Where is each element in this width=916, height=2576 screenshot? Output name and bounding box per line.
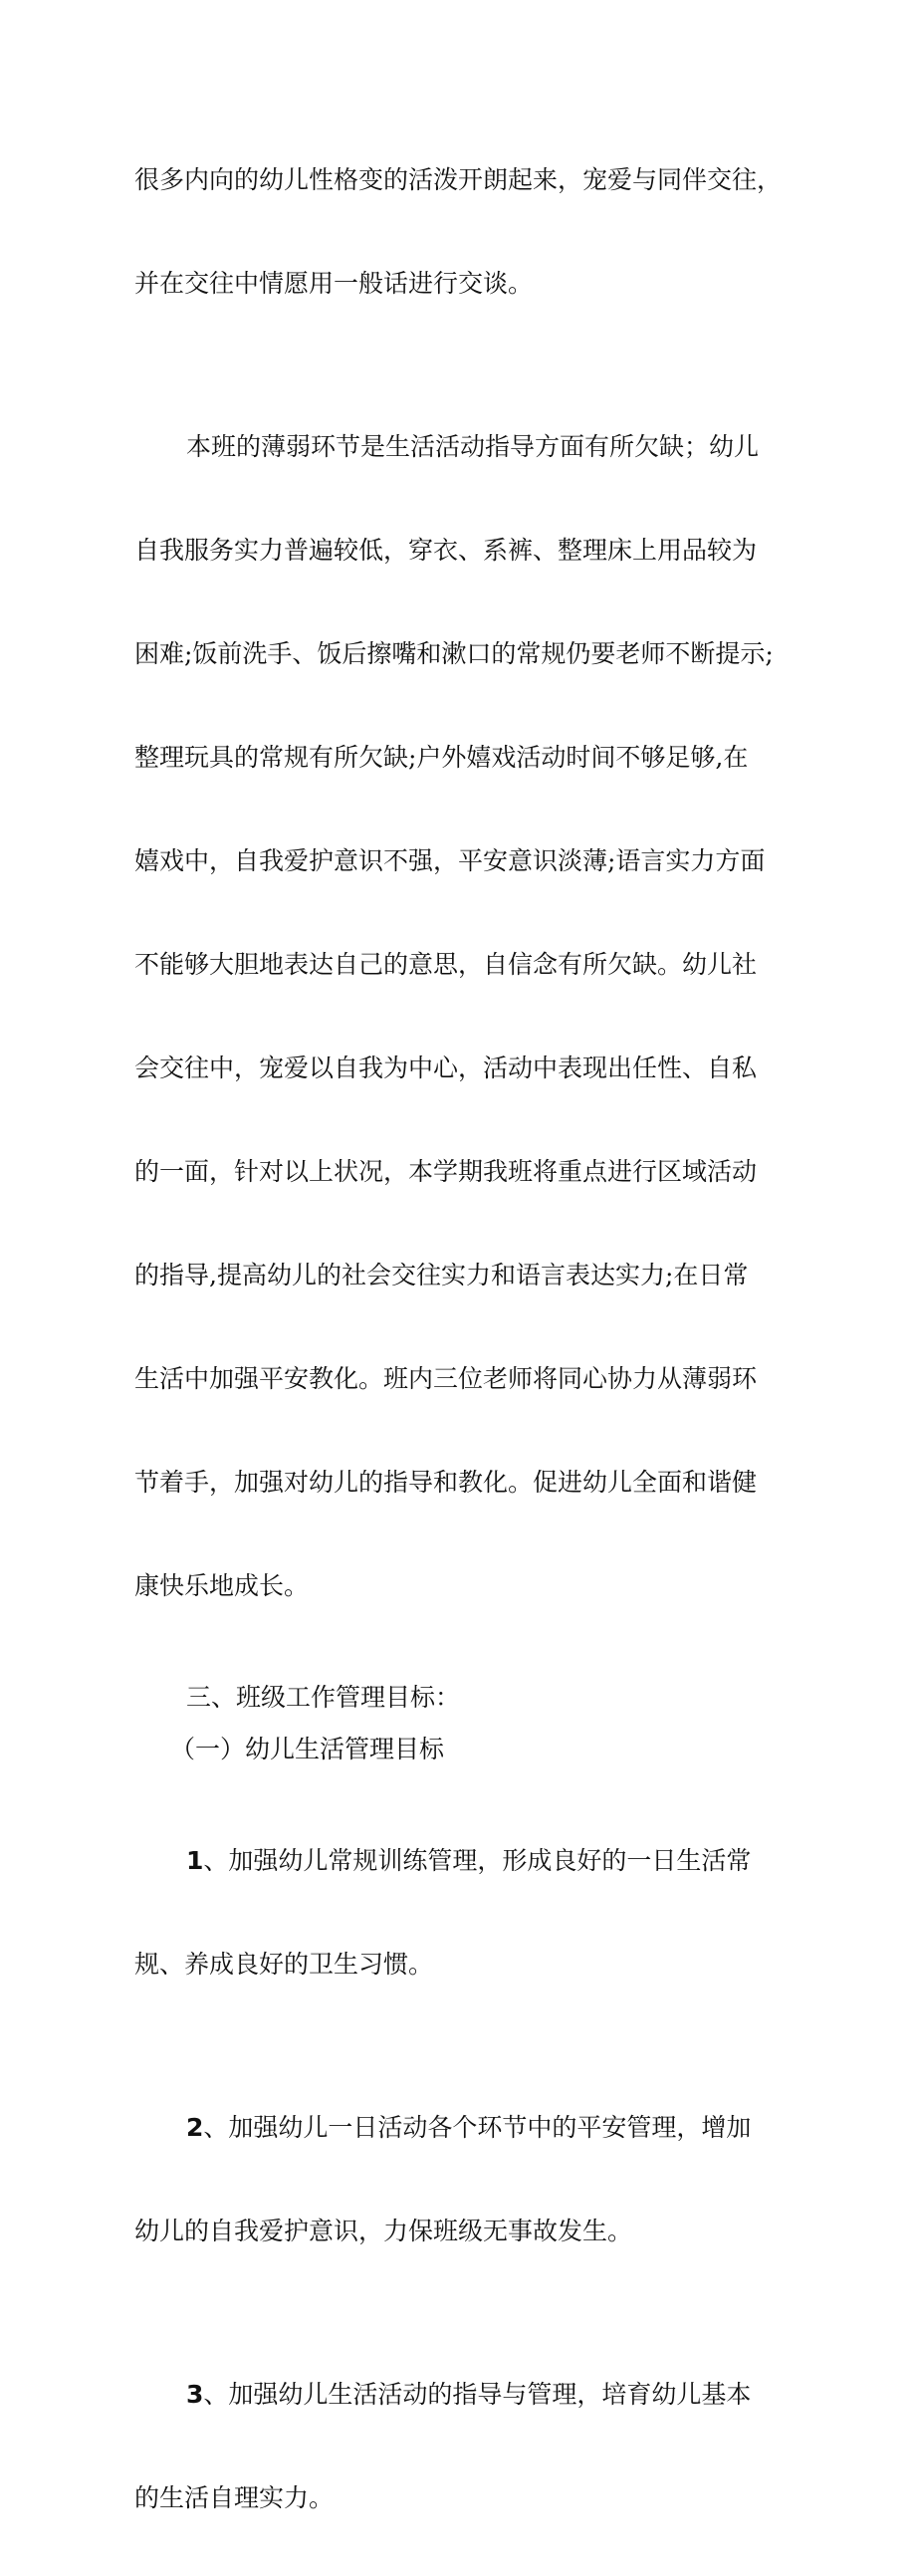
- paragraph-weak-points: [134, 369, 792, 1664]
- paragraph-intro-continuation: [134, 103, 792, 361]
- section-heading: 三、班级工作管理目标：: [186, 1683, 461, 1712]
- text-line: 困难;饭前洗手、饭后擦嘴和漱口的常规仍要老师不断提示;: [134, 639, 774, 668]
- text-line: 并在交往中情愿用一般话进行交谈。: [134, 269, 534, 298]
- text-line: 幼儿的自我爱护意识，力保班级无事故发生。: [134, 2217, 633, 2245]
- text-line: 康快乐地成长。: [134, 1571, 310, 1600]
- item-number: 3: [186, 2380, 204, 2409]
- list-item-first-line: [134, 1835, 792, 1887]
- text-line: 嬉戏中，自我爱护意识不强，平安意识淡薄;语言实力方面: [134, 846, 766, 875]
- text-line: 会交往中，宠爱以自我为中心，活动中表现出任性、自私: [134, 1054, 758, 1082]
- list-item: [134, 2317, 792, 2576]
- text-line: 的一面，针对以上状况，本学期我班将重点进行区域活动: [134, 1157, 758, 1186]
- text-line: 很多内向的幼儿性格变的活泼开朗起来，宠爱与同伴交往，: [134, 165, 783, 194]
- text-line: 生活中加强平安教化。班内三位老师将同心协力从薄弱环: [134, 1364, 758, 1393]
- item-number: 2: [186, 2113, 204, 2142]
- text-line: 的指导,提高幼儿的社会交往实力和语言表达实力;在日常: [134, 1261, 749, 1289]
- item-text: 、加强幼儿生活活动的指导与管理，培育幼儿基本: [203, 2380, 752, 2409]
- text-line: 自我服务实力普遍较低，穿衣、系裤、整理床上用品较为: [134, 536, 758, 565]
- text-line: 的生活自理实力。: [134, 2483, 335, 2512]
- subsection-heading: （一）幼儿生活管理目标: [170, 1735, 445, 1763]
- text-line: 节着手，加强对幼儿的指导和教化。促进幼儿全面和谐健: [134, 1468, 758, 1497]
- list-item: [134, 2050, 792, 2309]
- list-item: [134, 1783, 792, 2042]
- text-line: 规、养成良好的卫生习惯。: [134, 1950, 434, 1979]
- text-line: 本班的薄弱环节是生活活动指导方面有所欠缺；幼儿: [186, 432, 760, 461]
- list-item-first-line: [134, 2369, 792, 2421]
- text-line: 不能够大胆地表达自己的意思，自信念有所欠缺。幼儿社: [134, 950, 758, 979]
- list-item-first-line: [134, 2102, 792, 2154]
- document-body: [134, 103, 792, 2576]
- item-number: 1: [186, 1846, 204, 1875]
- text-line: 整理玩具的常规有所欠缺;户外嬉戏活动时间不够足够,在: [134, 743, 749, 772]
- item-text: 、加强幼儿一日活动各个环节中的平安管理，增加: [203, 2113, 752, 2142]
- item-text: 、加强幼儿常规训练管理，形成良好的一日生活常: [203, 1846, 752, 1875]
